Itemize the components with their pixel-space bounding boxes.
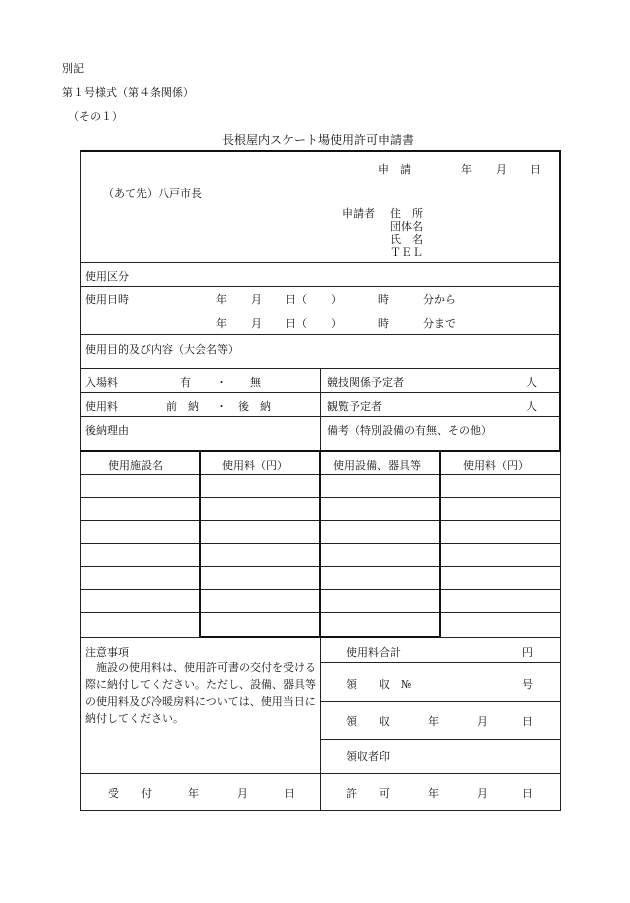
start-year-label: 年 (216, 293, 227, 306)
start-day-label: 日（ (285, 293, 307, 306)
notes-title: 注意事項 (85, 646, 129, 659)
end-hour-label: 時 (378, 317, 389, 330)
usage-category-label: 使用区分 (85, 270, 129, 283)
permission-month: 月 (477, 787, 488, 800)
form-border-right-thick (559, 150, 561, 451)
start-month-label: 月 (251, 293, 262, 306)
start-minute-label: 分から (423, 293, 456, 306)
table-header-equipment: 使用設備、器具等 (333, 459, 421, 472)
table-col-divider (439, 451, 441, 638)
application-year-label: 年 (461, 163, 472, 176)
usage-datetime-label: 使用日時 (85, 293, 129, 306)
divider-application (80, 262, 560, 263)
name-label: 氏 名 (390, 233, 423, 246)
receipt-number-label: 領 収 № (346, 678, 412, 691)
permission-day: 日 (522, 787, 533, 800)
address-label: 住 所 (390, 207, 423, 220)
spectators-label: 観覧予定者 (327, 400, 382, 413)
divider-total (320, 662, 560, 663)
admission-yes: 有 (180, 376, 191, 389)
end-year-label: 年 (216, 317, 227, 330)
table-bottom (440, 637, 560, 638)
prepay-label: 前 納 (166, 400, 199, 413)
admission-label: 入場料 (85, 376, 118, 389)
shinsei-label: 申 請 (378, 163, 411, 176)
application-day-label: 日 (530, 163, 541, 176)
table-bottom (80, 637, 200, 638)
form-border-top (80, 150, 561, 152)
table-header-facility-fee: 使用料（円） (222, 459, 288, 472)
application-month-label: 月 (496, 163, 507, 176)
reception-label: 受 付 (108, 787, 152, 800)
form-border-right (560, 451, 561, 811)
tel-label: ＴＥＬ (390, 246, 423, 259)
received-month: 月 (477, 715, 488, 728)
group-label: 団体名 (390, 220, 423, 233)
received-label: 領 収 (346, 715, 390, 728)
received-day: 日 (522, 715, 533, 728)
divider-datetime (80, 334, 560, 335)
table-header-facility: 使用施設名 (108, 459, 163, 472)
divider-fees-vertical (320, 368, 321, 450)
applicant-label: 申請者 (342, 207, 375, 220)
reception-year: 年 (188, 787, 199, 800)
reception-month: 月 (237, 787, 248, 800)
receipt-number-unit: 号 (522, 678, 533, 691)
divider-category (80, 286, 560, 287)
fee-dot: ・ (216, 400, 227, 413)
end-minute-label: 分まで (423, 317, 456, 330)
purpose-label: 使用目的及び内容（大会名等） (85, 343, 239, 356)
competitors-unit: 人 (526, 376, 537, 389)
divider-receipt-no (320, 701, 560, 702)
permission-year: 年 (428, 787, 439, 800)
start-hour-label: 時 (378, 293, 389, 306)
end-day-label: 日（ (285, 317, 307, 330)
reception-day: 日 (284, 787, 295, 800)
receiver-stamp-label: 領収者印 (346, 750, 390, 763)
end-month-label: 月 (251, 317, 262, 330)
permission-label: 許 可 (346, 787, 390, 800)
admission-dot: ・ (216, 376, 227, 389)
addressee: （あて先）八戸市長 (103, 187, 202, 200)
table-header-equipment-fee: 使用料（円） (463, 459, 529, 472)
table-col-divider (319, 451, 321, 638)
remarks-label: 備考（特別設備の有無、その他） (327, 424, 492, 437)
form-border-bottom (80, 810, 561, 811)
end-weekday-close: ） (331, 317, 342, 330)
notes-body: 施設の使用料は、使用許可書の交付を受ける際に納付してください。ただし、設備、器具等の使用料及び冷暖房料については、使用当日に納付してください。 (85, 661, 316, 725)
deferred-reason-label: 後納理由 (85, 424, 129, 437)
bekki-label: 別記 (62, 62, 84, 75)
total-fee-label: 使用料合計 (346, 646, 401, 659)
divider-notes-vertical (320, 638, 321, 810)
form-sub-number: （その１） (68, 110, 123, 123)
start-weekday-close: ） (331, 293, 342, 306)
page-title: 長根屋内スケート場使用許可申請書 (222, 133, 415, 147)
total-fee-unit: 円 (522, 646, 533, 659)
spectators-unit: 人 (526, 400, 537, 413)
divider-received (320, 739, 560, 740)
form-border-left (80, 150, 81, 811)
form-number: 第１号様式（第４条関係） (62, 86, 194, 99)
postpay-label: 後 納 (238, 400, 271, 413)
usage-fee-label: 使用料 (85, 400, 118, 413)
table-col-divider (199, 451, 201, 638)
divider-footer (80, 773, 560, 774)
admission-no: 無 (250, 376, 261, 389)
received-year: 年 (428, 715, 439, 728)
competitors-label: 競技関係予定者 (327, 376, 404, 389)
